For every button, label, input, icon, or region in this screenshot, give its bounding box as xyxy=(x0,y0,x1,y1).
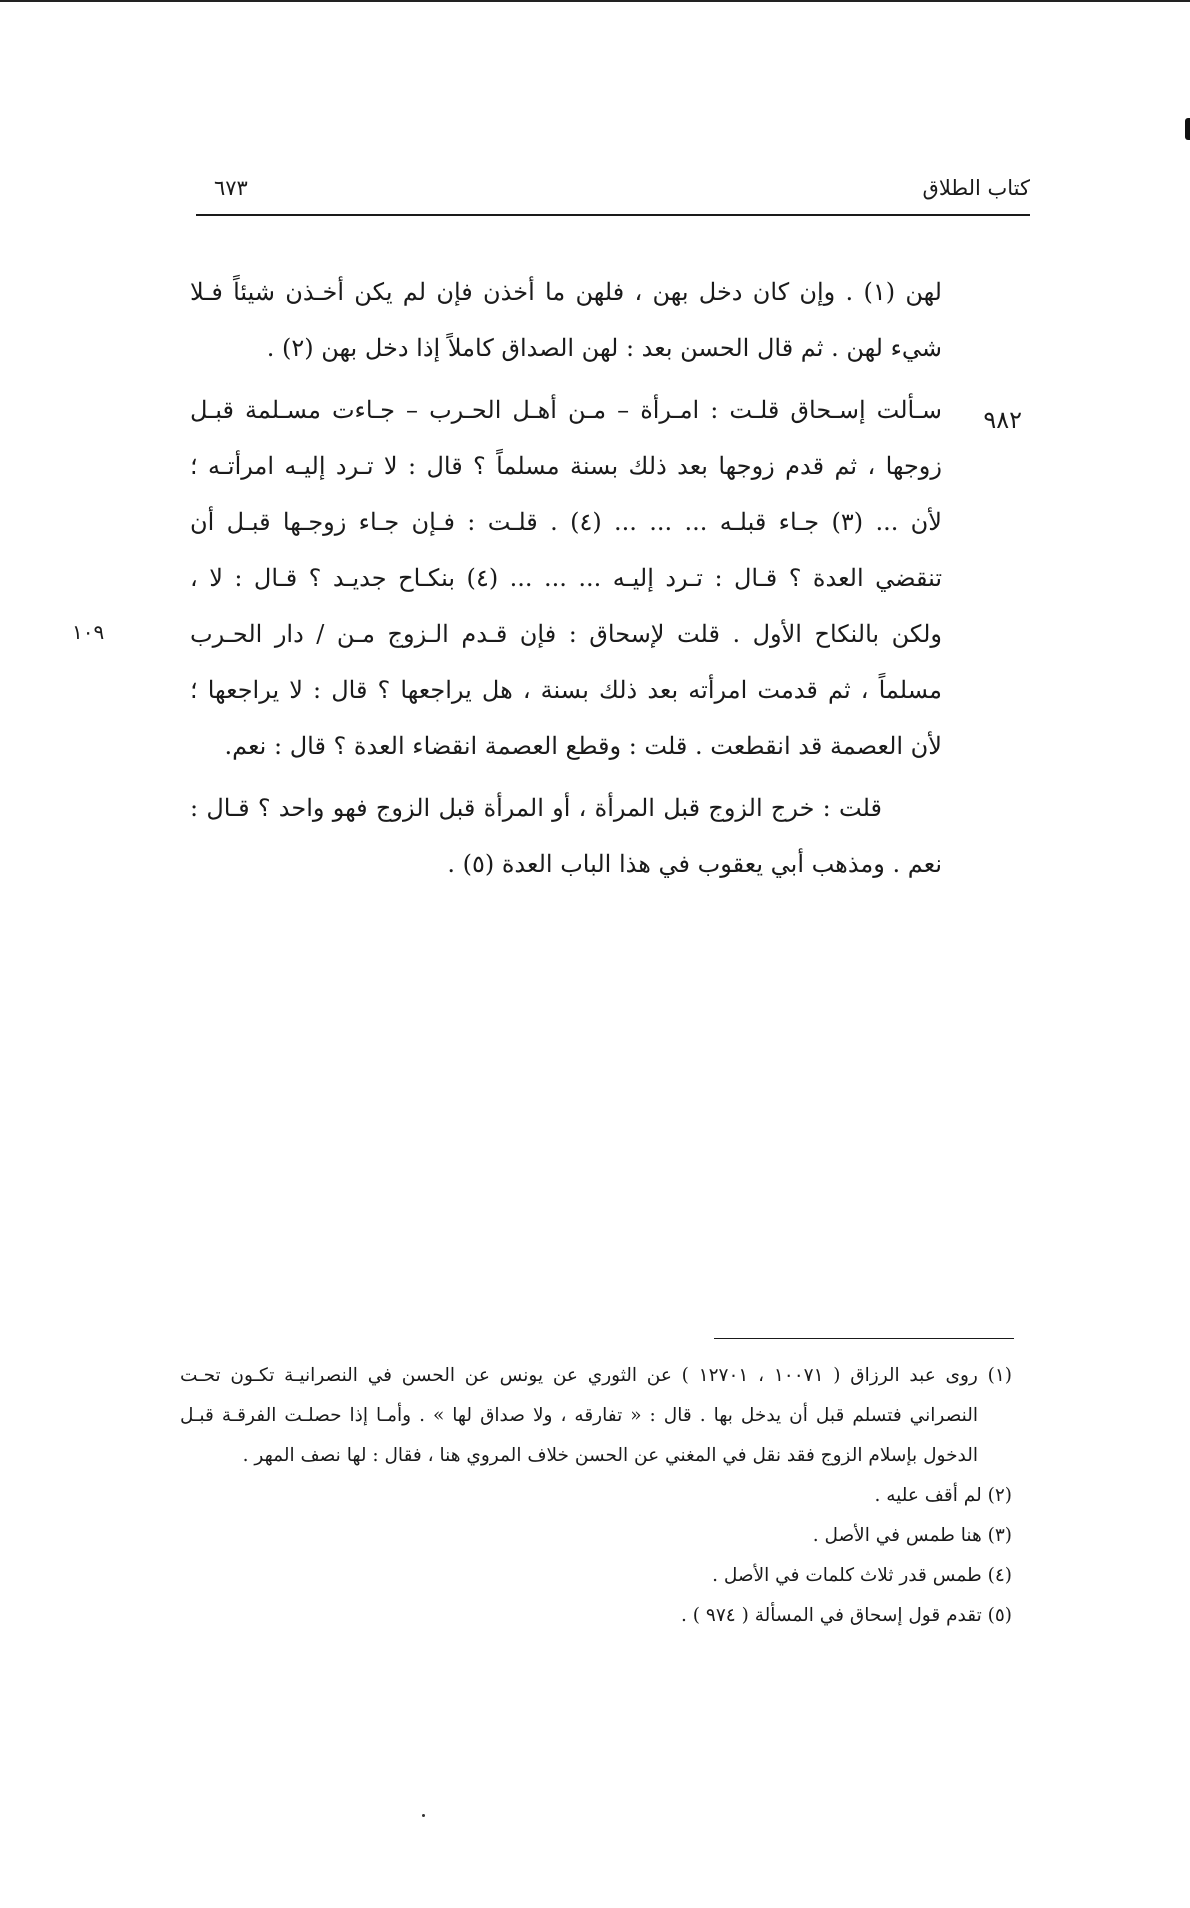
footnote-line: (١) روى عبد الرزاق ( ١٠٠٧١ ، ١٢٧٠١ ) عن الثوري عن يونس عن الحسن في النصرانيـة تكـون تحـت xyxy=(180,1365,1012,1386)
text-line: قلت : خرج الزوج قبل المرأة ، أو المرأة قبل الزوج فهو واحد ؟ قـال : xyxy=(190,794,882,822)
text-line: تنقضي العدة ؟ قـال : تـرد إليـه ... ... ... (٤) بنكـاح جديـد ؟ قـال : لا ، xyxy=(190,564,942,592)
issue-number: ٩٨٢ xyxy=(983,406,1022,434)
footnote-line: (٢) لم أقف عليه . xyxy=(874,1485,1012,1506)
footnote-line: (٤) طمس قدر ثلاث كلمات في الأصل . xyxy=(712,1565,1012,1586)
footnote-line: الدخول بإسلام الزوج فقد نقل في المغني عن الحسن خلاف المروي هنا ، فقال : لها نصف المهر . xyxy=(242,1445,978,1466)
scan-mark xyxy=(1185,118,1190,140)
scan-speck xyxy=(422,1814,425,1817)
text-line: ولكن بالنكاح الأول . قلت لإسحاق : فإن قـدم الـزوج مـن / دار الحـرب xyxy=(190,620,942,648)
margin-page-reference: ١٠٩ xyxy=(72,620,105,644)
page-number: ٦٧٣ xyxy=(214,176,248,200)
main-text xyxy=(190,264,942,892)
footnote-line: (٥) تقدم قول إسحاق في المسألة ( ٩٧٤ ) . xyxy=(681,1605,1012,1626)
footnote-line: النصراني فتسلم قبل أن يدخل بها . قال : « تفارقه ، ولا صداق لها » . وأمـا إذا حصلـت الفرقـة قبـل xyxy=(180,1405,978,1426)
scan-edge xyxy=(0,0,1190,2)
text-line: مسلماً ، ثم قدمت امرأته بعد ذلك بسنة ، هل يراجعها ؟ قال : لا يراجعها ؛ xyxy=(190,676,942,704)
text-line: لأن ... (٣) جـاء قبلـه ... ... ... (٤) . قلـت : فـإن جـاء زوجـها قبـل أن xyxy=(190,508,942,536)
header-rule xyxy=(196,214,1030,216)
text-line: شيء لهن . ثم قال الحسن بعد : لهن الصداق كاملاً إذا دخل بهن (٢) . xyxy=(266,334,942,362)
text-line: لأن العصمة قد انقطعت . قلت : وقطع العصمة انقضاء العدة ؟ قال : نعم. xyxy=(224,732,942,760)
text-line: زوجها ، ثم قدم زوجها بعد ذلك بسنة مسلماً ؟ قال : لا تـرد إليـه امرأتـه ؛ xyxy=(190,452,942,480)
text-line: لهن (١) . وإن كان دخل بهن ، فلهن ما أخذن فإن لم يكن أخـذن شيئاً فـلا xyxy=(190,278,942,306)
footnotes xyxy=(180,1356,1012,1636)
text-line: سـألت إسـحاق قلـت : امـرأة – مـن أهـل الحـرب – جـاءت مسـلمة قبـل xyxy=(190,396,942,424)
running-title: كتاب الطلاق xyxy=(922,176,1030,200)
footnote-rule xyxy=(714,1338,1014,1339)
footnote-line: (٣) هنا طمس في الأصل . xyxy=(812,1525,1012,1546)
running-header xyxy=(196,172,1030,216)
text-line: نعم . ومذهب أبي يعقوب في هذا الباب العدة (٥) . xyxy=(447,850,942,878)
